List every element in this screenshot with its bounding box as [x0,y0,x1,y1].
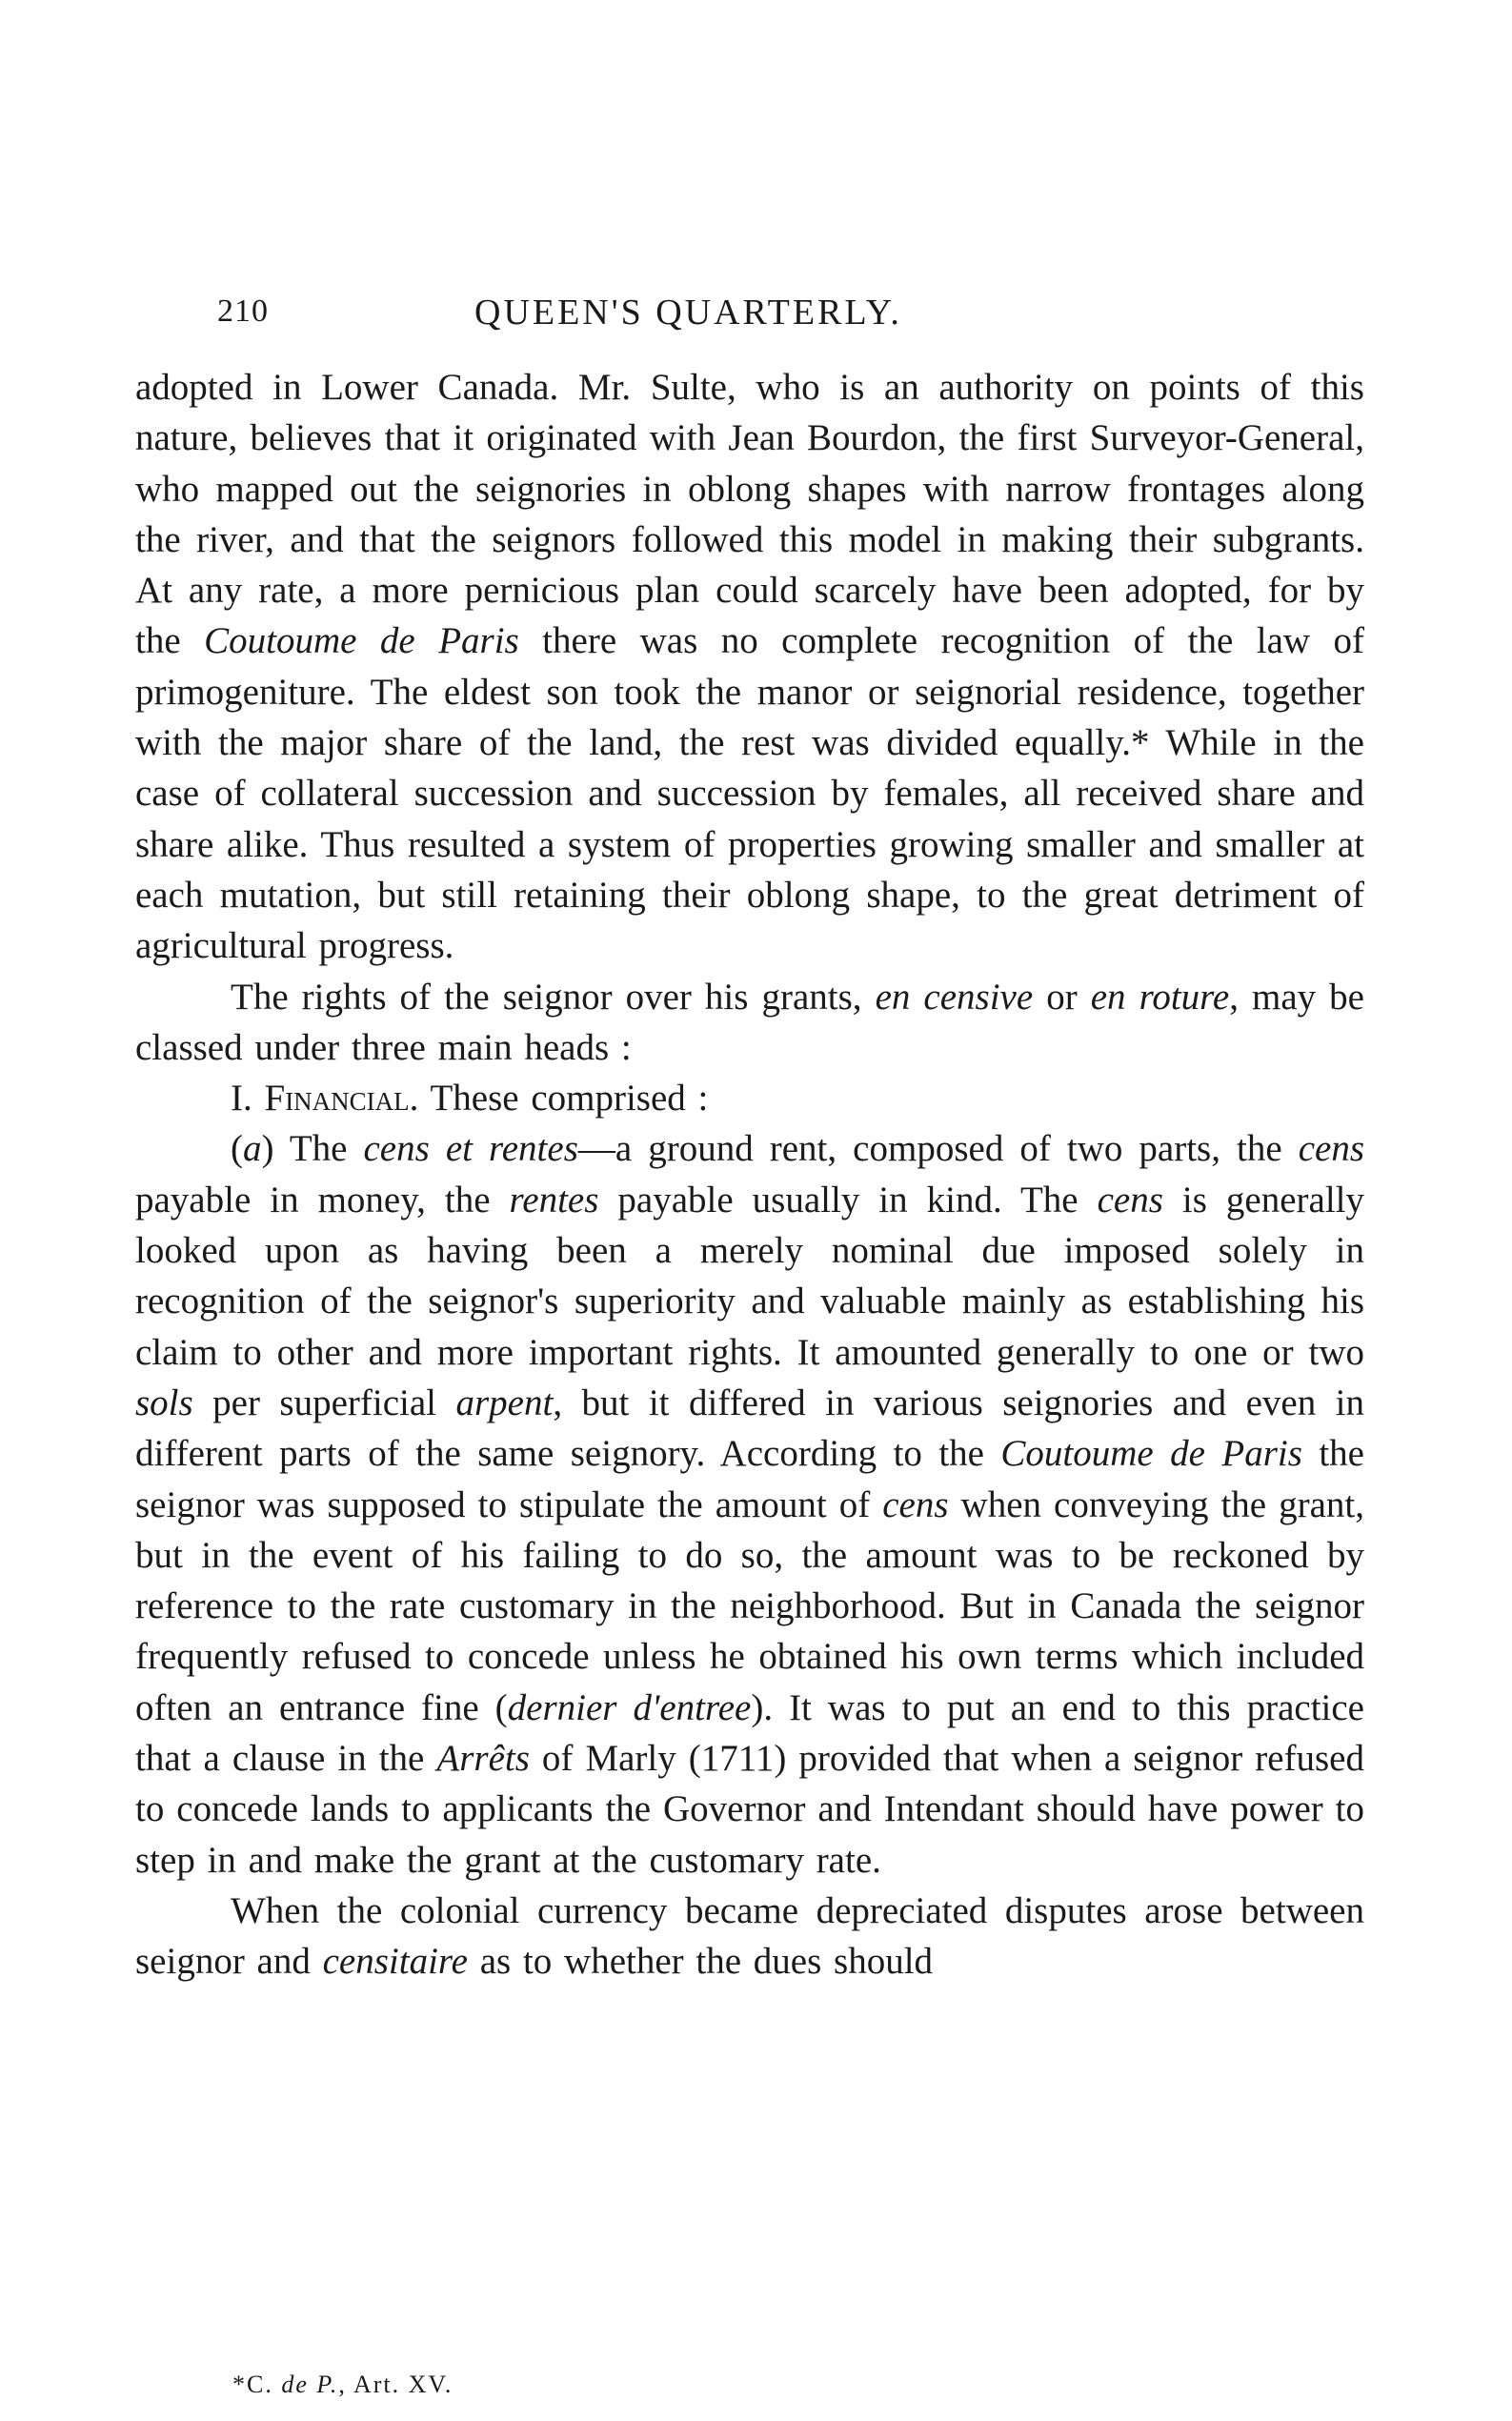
section-heading-financial: I. Financial. These comprised : [231,1078,709,1120]
paragraph-rights-of-seignor: The rights of the seignor over his grants, en censive or en roture, may be classed under three main heads : [135,976,1364,1068]
paragraph-colonial-currency: When the colonial currency became depreciated disputes arose between seignor and censitaire as to whether the dues should [135,1889,1364,1983]
page-header [217,293,1361,341]
footnote: *C. de P., Art. XV. [232,2371,454,2398]
page-number: 210 [217,293,269,329]
paragraph-cens-et-rentes: (a) The cens et rentes—a ground rent, composed of two parts, the cens payable in money, the rentes payable usually in kind. The cens is generally looked upon as having been a merely nominal due imposed solely in recognition of the seignor's superiority and valuable mainly as establishing his claim to other and more important rights. It amounted generally to one or two sols per superficial arpent, but it differed in various seignories and even in different parts of the same seignory. According to the Coutoume de Paris the seignor was supposed to stipulate the amount of cens when conveying the grant, but in the event of his failing to do so, the amount was to be reckoned by reference to the rate customary in the neighborhood. But in Canada the seignor frequently refused to concede unless he obtained his own terms which included often an entrance fine (dernier d'entree). It was to put an end to this practice that a clause in the Arrêts of Marly (1711) provided that when a seignor refused to concede lands to applicants the Governor and Intendant should have power to step in and make the grant at the customary rate. [135,1128,1365,1881]
paragraph-seignory-shapes: adopted in Lower Canada. Mr. Sulte, who is an authority on points of this nature, believes that it originated with Jean Bourdon, the first Surveyor-General, who mapped out the seignories in oblong shapes with narrow frontages along the river, and that the seignors followed this model in making their subgrants. At any rate, a more pernicious plan could scarcely have been adopted, for by the Coutoume de Paris there was no complete recognition of the law of primogeniture. The eldest son took the manor or seignorial residence, together with the major share of the land, the rest was divided equally.* While in the case of collateral succession and succession by females, all received share and share alike. Thus resulted a system of properties growing smaller and smaller at each mutation, but still retaining their oblong shape, to the great detriment of agricultural progress. [135,367,1365,967]
running-head: QUEEN'S QUARTERLY. [474,293,902,333]
body-text [135,362,1364,1987]
